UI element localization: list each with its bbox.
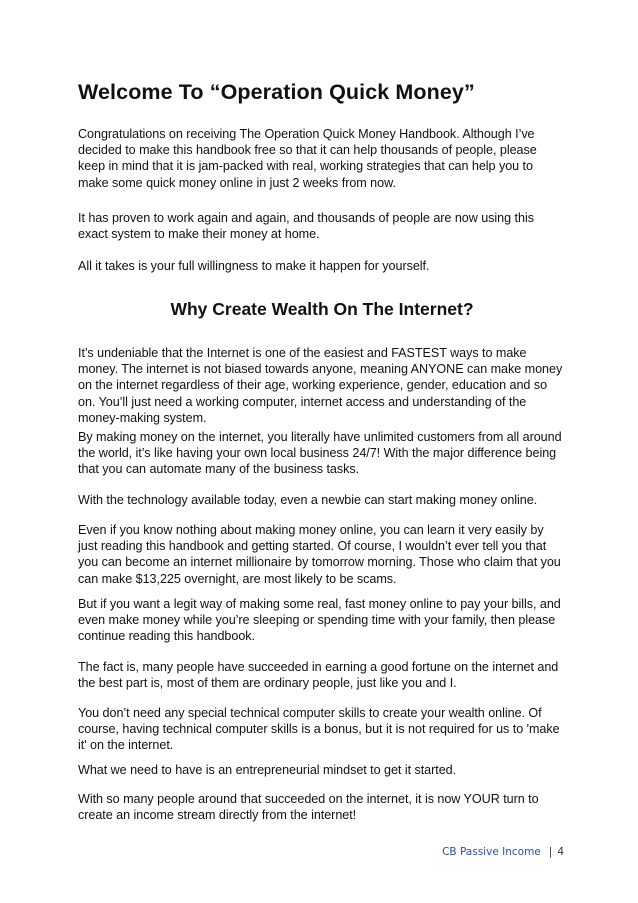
- section-paragraph-5: But if you want a legit way of making some real, fast money online to pay your bills, and even make money while you’re sleeping or spending time with your family, then please continue reading this handbook.: [78, 597, 561, 644]
- section-paragraph-1: It’s undeniable that the Internet is one of the easiest and FASTEST ways to make money. The internet is not biased towards anyone, meaning ANYONE can make money on the internet regardless of their age, working experience, gender, education and so on. You’ll just need a working computer, internet access and understanding of the money-making system.: [78, 346, 563, 425]
- page-number: 4: [557, 846, 564, 858]
- footer-link[interactable]: CB Passive Income: [442, 846, 541, 858]
- section-paragraph-7: You don’t need any special technical computer skills to create your wealth online. Of course, having technical computer skills is a bonus, but it is not required for us to 'make it' on the internet.: [78, 706, 560, 753]
- intro-paragraph-2: It has proven to work again and again, and thousands of people are now using this exact system to make their money at home.: [78, 211, 534, 242]
- section-title: Why Create Wealth On The Internet?: [170, 299, 474, 319]
- footer-separator: |: [548, 846, 553, 858]
- section-paragraph-4: Even if you know nothing about making money online, you can learn it very easily by just reading this handbook and getting started. Of course, I wouldn’t ever tell you that you can become an internet millionaire by tomorrow morning. Those who claim that you can make $13,225 overnight, are most likely to be scams.: [78, 523, 561, 586]
- page-footer: [442, 846, 564, 858]
- intro-paragraph-3: All it takes is your full willingness to make it happen for yourself.: [78, 259, 430, 273]
- section-paragraph-3: With the technology available today, even a newbie can start making money online.: [78, 493, 538, 507]
- section-paragraph-9: With so many people around that succeeded on the internet, it is now YOUR turn to create an income stream directly from the internet!: [78, 792, 539, 823]
- intro-paragraph-1: Congratulations on receiving The Operation Quick Money Handbook. Although I’ve decided to make this handbook free so that it can help thousands of people, please keep in mind that it is jam-packed with real, working strategies that can help you to make some quick money online in just 2 weeks from now.: [78, 127, 537, 190]
- section-paragraph-6: The fact is, many people have succeeded in earning a good fortune on the internet and the best part is, most of them are ordinary people, just like you and I.: [78, 660, 559, 691]
- section-paragraph-8: What we need to have is an entrepreneurial mindset to get it started.: [78, 763, 457, 777]
- section-paragraph-2: By making money on the internet, you literally have unlimited customers from all around the world, it’s like having your own local business 24/7! With the major difference being that you can automate many of the business tasks.: [78, 430, 562, 477]
- page-title: Welcome To “Operation Quick Money”: [78, 80, 475, 104]
